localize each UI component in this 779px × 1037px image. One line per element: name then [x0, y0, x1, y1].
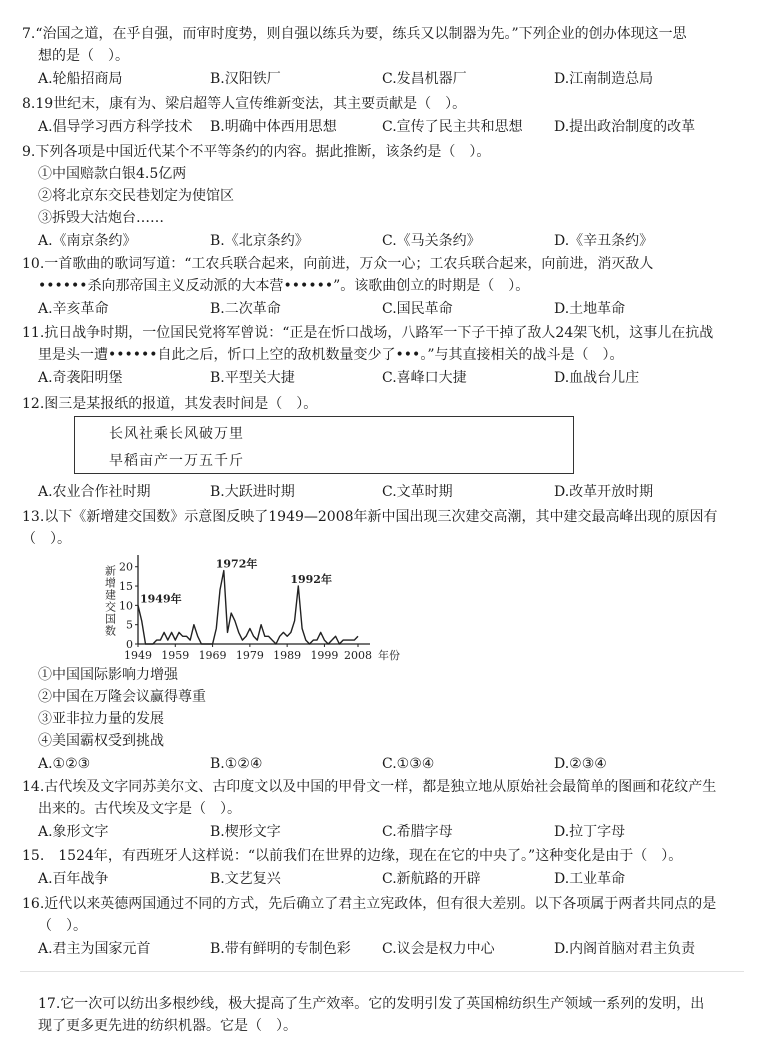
- option-d[interactable]: D.工业革命: [554, 871, 626, 887]
- question-10-stem-line1: 10.一首歌曲的歌词写道：“工农兵联合起来，向前进，万众一心；工农兵联合起来，向前进，消灭敌人: [22, 256, 654, 272]
- question-13-stem-line1: 13.以下《新增建交国数》示意图反映了1949—2008年新中国出现三次建交高潮，其中建交最高峰出现的原因有: [22, 509, 718, 525]
- option-d[interactable]: D.提出政治制度的改革: [554, 119, 696, 135]
- option-b[interactable]: B.带有鲜明的专制色彩: [210, 941, 351, 957]
- option-a[interactable]: A.《南京条约》: [38, 233, 137, 249]
- option-d[interactable]: D.土地革命: [554, 301, 626, 317]
- option-c[interactable]: C.希腊字母: [382, 824, 453, 840]
- peak-annotation: 1972年: [215, 557, 258, 571]
- option-c[interactable]: C.宣传了民主共和思想: [382, 119, 523, 135]
- option-a[interactable]: A.轮船招商局: [38, 71, 123, 87]
- question-15: [22, 845, 757, 891]
- x-tick-label: 1999: [310, 649, 339, 662]
- option-c[interactable]: C.发昌机器厂: [382, 71, 467, 87]
- option-d[interactable]: D.内阁首脑对君主负责: [554, 941, 696, 957]
- y-tick-label: 15: [119, 580, 133, 594]
- y-tick-label: 5: [126, 618, 133, 632]
- question-7-stem-line1: 7.“治国之道，在乎自强，而审时度势，则自强以练兵为要，练兵又以制器为先。”下列企业的创办体现这一思: [22, 26, 687, 42]
- option-d[interactable]: D.拉丁字母: [554, 824, 626, 840]
- option-d[interactable]: D.《辛丑条约》: [554, 233, 654, 249]
- option-a[interactable]: A.百年战争: [38, 871, 109, 887]
- question-17-stem-line1: 17.它一次可以纺出多根纱线，极大提高了生产效率。它的发明引发了英国棉纺织生产领域一系列的发明，出: [38, 996, 705, 1012]
- question-11: [22, 322, 757, 390]
- diplomatic-relations-chart: [98, 551, 418, 663]
- question-7: [22, 23, 757, 91]
- question-9-stem: 9.下列各项是中国近代某个不平等条约的内容。据此推断，该条约是（ ）。: [22, 144, 491, 160]
- option-b[interactable]: B.①②④: [210, 756, 263, 772]
- question-12-options: [22, 480, 757, 504]
- option-a[interactable]: A.倡导学习西方科学技术: [38, 119, 193, 135]
- option-b[interactable]: B.大跃进时期: [210, 484, 295, 500]
- option-c[interactable]: C.①③④: [382, 756, 435, 772]
- news-headline-2: 早稻亩产一万五千斤: [109, 453, 244, 469]
- question-16-options: [22, 937, 757, 961]
- option-a[interactable]: A.农业合作社时期: [38, 484, 151, 500]
- option-c[interactable]: C.《马关条约》: [382, 233, 481, 249]
- option-c[interactable]: C.喜峰口大捷: [382, 370, 467, 386]
- y-axis-label: 新增建交国数: [103, 565, 117, 637]
- option-b[interactable]: B.平型关大捷: [210, 370, 295, 386]
- question-8-options: [22, 115, 757, 139]
- y-tick-label: 0: [126, 638, 133, 651]
- question-16-stem-line2: （ ）。: [38, 918, 87, 934]
- question-12-stem: 12.图三是某报纸的报道，其发表时间是（ ）。: [22, 396, 318, 412]
- question-13-item-1: ①中国国际影响力增强: [38, 667, 178, 683]
- question-14-options: [22, 820, 757, 844]
- newspaper-box: [74, 416, 574, 474]
- question-13-item-2: ②中国在万隆会议赢得尊重: [38, 689, 206, 705]
- x-tick-label: 1959: [161, 649, 190, 662]
- section-divider: [20, 971, 744, 972]
- question-14-stem-line2: 出来的。古代埃及文字是（ ）。: [38, 801, 241, 817]
- question-10-options: [22, 297, 757, 321]
- question-9-item-2: ②将北京东交民巷划定为使馆区: [38, 188, 234, 204]
- option-a[interactable]: A.奇袭阳明堡: [38, 370, 123, 386]
- question-11-stem-line1: 11.抗日战争时期，一位国民党将军曾说：“正是在忻口战场，八路军一下子干掉了敌人24架飞机，这事儿在抗战: [22, 325, 714, 341]
- question-10: [22, 253, 757, 321]
- x-tick-label: 2008: [344, 649, 372, 662]
- question-7-options: [22, 67, 757, 91]
- option-b[interactable]: B.文艺复兴: [210, 871, 281, 887]
- question-9: [22, 141, 757, 253]
- question-9-item-3: ③拆毁大沽炮台……: [38, 210, 164, 226]
- option-a[interactable]: A.辛亥革命: [38, 301, 109, 317]
- question-17: [38, 993, 758, 1037]
- option-b[interactable]: B.楔形文字: [210, 824, 281, 840]
- peak-annotation: 1992年: [290, 573, 332, 587]
- question-14-stem-line1: 14.古代埃及文字同苏美尔文、古印度文以及中国的甲骨文一样，都是独立地从原始社会最简单的图画和花纹产生: [22, 779, 717, 795]
- option-d[interactable]: D.血战台儿庄: [554, 370, 640, 386]
- x-axis-label: 年份: [378, 649, 400, 662]
- question-15-stem: 15. 1524年，有西班牙人这样说：“以前我们在世界的边缘，现在在它的中央了。”这种变化是由于（ ）。: [22, 848, 683, 864]
- question-16-stem-line1: 16.近代以来英德两国通过不同的方式，先后确立了君主立宪政体，但有很大差别。以下各项属于两者共同点的是: [22, 896, 717, 912]
- question-9-options: [22, 229, 757, 253]
- option-d[interactable]: D.改革开放时期: [554, 484, 654, 500]
- peak-annotation: 1949年: [140, 592, 182, 606]
- question-13-items: [22, 664, 757, 776]
- option-c[interactable]: C.国民革命: [382, 301, 453, 317]
- y-tick-label: 10: [119, 599, 133, 613]
- question-8: [22, 93, 757, 139]
- option-b[interactable]: B.明确中体西用思想: [210, 119, 337, 135]
- question-15-options: [22, 867, 757, 891]
- x-tick-label: 1969: [198, 649, 227, 662]
- question-13-options: [22, 752, 757, 776]
- option-d[interactable]: D.②③④: [554, 756, 607, 772]
- question-13-item-3: ③亚非拉力量的发展: [38, 711, 164, 727]
- option-c[interactable]: C.新航路的开辟: [382, 871, 481, 887]
- option-a[interactable]: A.君主为国家元首: [38, 941, 151, 957]
- option-b[interactable]: B.二次革命: [210, 301, 281, 317]
- option-b[interactable]: B.汉阳铁厂: [210, 71, 281, 87]
- question-8-stem: 8.19世纪末，康有为、梁启超等人宣传维新变法，其主要贡献是（ ）。: [22, 96, 467, 112]
- question-12: [22, 393, 757, 415]
- question-16: [22, 893, 757, 961]
- x-tick-label: 1979: [235, 649, 264, 662]
- question-13-item-4: ④美国霸权受到挑战: [38, 733, 164, 749]
- x-tick-label: 1989: [273, 649, 302, 662]
- question-11-stem-line2: 里是头一遭••••••自此之后，忻口上空的敌机数量变少了•••。”与其直接相关的战斗是（ ）。: [38, 347, 624, 363]
- question-17-stem-line2: 现了更多更先进的纺织机器。它是（ ）。: [38, 1018, 297, 1034]
- option-c[interactable]: C.文革时期: [382, 484, 453, 500]
- question-13: [22, 506, 757, 550]
- question-9-item-1: ①中国赔款白银4.5亿两: [38, 166, 187, 182]
- question-13-stem-line2: （ ）。: [22, 531, 71, 547]
- option-c[interactable]: C.议会是权力中心: [382, 941, 495, 957]
- option-d[interactable]: D.江南制造总局: [554, 71, 654, 87]
- question-12-options-wrap: [22, 480, 757, 504]
- x-tick-label: 1949: [124, 649, 152, 662]
- question-7-stem-line2: 想的是（ ）。: [38, 48, 129, 64]
- question-14: [22, 776, 757, 844]
- option-a[interactable]: A.象形文字: [38, 824, 109, 840]
- question-10-stem-line2: ••••••杀向那帝国主义反动派的大本营••••••”。该歌曲创立的时期是（ ）。: [38, 278, 530, 294]
- y-tick-label: 20: [119, 560, 133, 574]
- option-a[interactable]: A.①②③: [38, 756, 91, 772]
- news-headline-1: 长风社乘长风破万里: [109, 426, 244, 442]
- question-11-options: [22, 366, 757, 390]
- option-b[interactable]: B.《北京条约》: [210, 233, 309, 249]
